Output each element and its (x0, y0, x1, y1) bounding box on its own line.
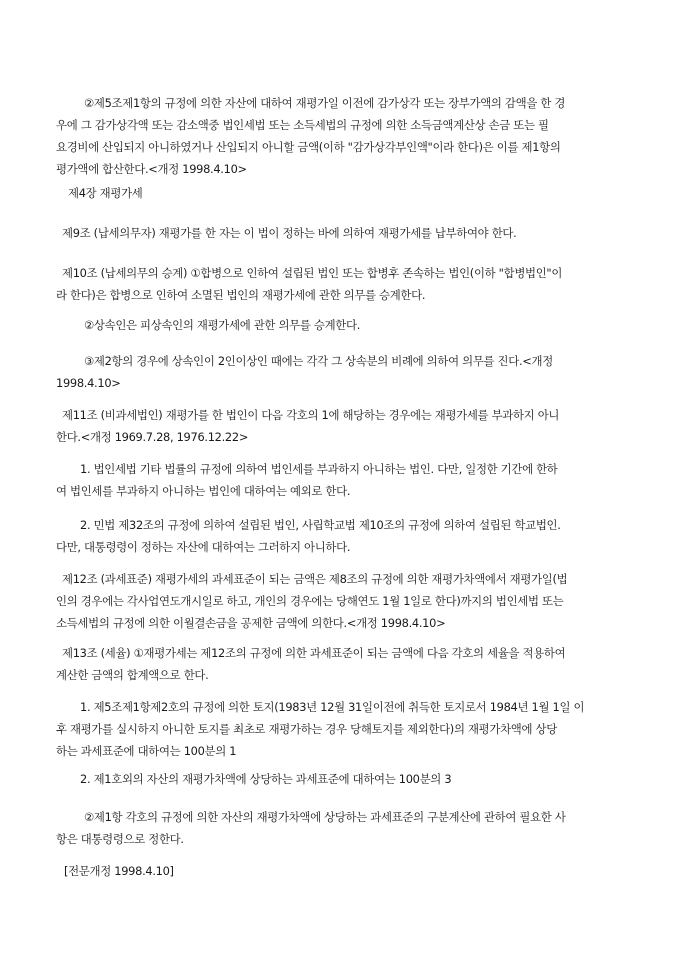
article-10-paragraph-3 (0, 350, 680, 394)
text-line: 하는 과세표준에 대하여는 100분의 1 (56, 744, 237, 758)
article-12 (0, 568, 680, 634)
text-line: 2. 제1호외의 자산의 재평가차액에 상당하는 과세표준에 대하여는 100분의 3 (80, 772, 452, 786)
text-line: 계산한 금액의 합계액으로 한다. (56, 668, 209, 682)
text-line: 다만, 대통령령이 정하는 자산에 대하여는 그러하지 아니하다. (56, 540, 351, 554)
text-line: 제11조 (비과세법인) 재평가를 한 법인이 다음 각호의 1에 해당하는 경우에는 재평가세를 부과하지 아니 (62, 408, 560, 422)
chapter-4-heading (0, 182, 680, 204)
text-line: 제9조 (납세의무자) 재평가를 한 자는 이 법이 정하는 바에 의하여 재평가세를 납부하여야 한다. (62, 226, 517, 240)
article-10-paragraph-2 (0, 314, 680, 336)
article-11-item-2 (0, 514, 680, 558)
article-11 (0, 404, 680, 448)
text-line: [전문개정 1998.4.10] (64, 864, 174, 878)
text-line: 제10조 (납세의무의 승계) ①합병으로 인하여 설립된 법인 또는 합병후 존속하는 법인(이하 "합병법인"이 (62, 266, 563, 280)
article-13-paragraph-1 (0, 642, 680, 686)
text-line: 2. 민법 제32조의 규정에 의하여 설립된 법인, 사립학교법 제10조의 규정에 의하여 설립된 학교법인. (80, 518, 561, 532)
text-line: 한다.<개정 1969.7.28, 1976.12.22> (56, 430, 249, 444)
article-13-item-1 (0, 696, 680, 762)
text-line: 인의 경우에는 각사업연도개시일로 하고, 개인의 경우에는 당해연도 1월 1일로 한다)까지의 법인세법 또는 (56, 594, 564, 608)
article-9 (0, 222, 680, 244)
text-line: 라 한다)은 합병으로 인하여 소멸된 법인의 재평가세에 관한 의무를 승계한다. (56, 288, 426, 302)
text-line: ②제1항 각호의 규정에 의한 자산의 재평가차액에 상당하는 과세표준의 구분계산에 관하여 필요한 사 (84, 810, 566, 824)
text-line: 우에 그 감가상각액 또는 감소액중 법인세법 또는 소득세법의 규정에 의한 소득금액계산상 손금 또는 필 (56, 118, 549, 132)
text-line: ②제5조제1항의 규정에 의한 자산에 대하여 재평가일 이전에 감가상각 또는 장부가액의 감액을 한 경 (84, 96, 566, 110)
text-line: 여 법인세를 부과하지 아니하는 법인에 대하여는 예외로 한다. (56, 484, 351, 498)
text-line: ②상속인은 피상속인의 재평가세에 관한 의무를 승계한다. (84, 318, 361, 332)
article-11-item-1 (0, 458, 680, 502)
chapter-title: 제4장 재평가세 (68, 186, 143, 200)
text-line: 제12조 (과세표준) 재평가세의 과세표준이 되는 금액은 제8조의 규정에 의한 재평가차액에서 재평가일(법 (62, 572, 568, 586)
text-line: 제13조 (세율) ①재평가세는 제12조의 규정에 의한 과세표준이 되는 금액에 다음 각호의 세율을 적용하여 (62, 646, 566, 660)
text-line: 요경비에 산입되지 아니하였거나 산입되지 아니할 금액(이하 "감가상각부인액"이라 한다)은 이를 제1항의 (56, 140, 561, 154)
text-line: 후 재평가를 실시하지 아니한 토지를 최초로 재평가하는 경우 당해토지를 제외한다)의 재평가차액에 상당 (56, 722, 557, 736)
text-line: 항은 대통령령으로 정한다. (56, 832, 184, 846)
article-8-paragraph-2 (0, 92, 680, 180)
text-line: 1998.4.10> (56, 376, 121, 390)
text-line: ③제2항의 경우에 상속인이 2인이상인 때에는 각각 그 상속분의 비례에 의하여 의무를 진다.<개정 (84, 354, 553, 368)
text-line: 소득세법의 규정에 의한 이월결손금을 공제한 금액에 의한다.<개정 1998.4.10> (56, 616, 446, 630)
text-line: 1. 법인세법 기타 법률의 규정에 의하여 법인세를 부과하지 아니하는 법인. 다만, 일정한 기간에 한하 (80, 462, 558, 476)
amendment-note (0, 860, 680, 882)
article-13-paragraph-2 (0, 806, 680, 850)
text-line: 1. 제5조제1항제2호의 규정에 의한 토지(1983년 12월 31일이전에 취득한 토지로서 1984년 1월 1일 이 (80, 700, 585, 714)
article-13-item-2 (0, 768, 680, 790)
article-10-paragraph-1 (0, 262, 680, 306)
text-line: 평가액에 합산한다.<개정 1998.4.10> (56, 162, 247, 176)
